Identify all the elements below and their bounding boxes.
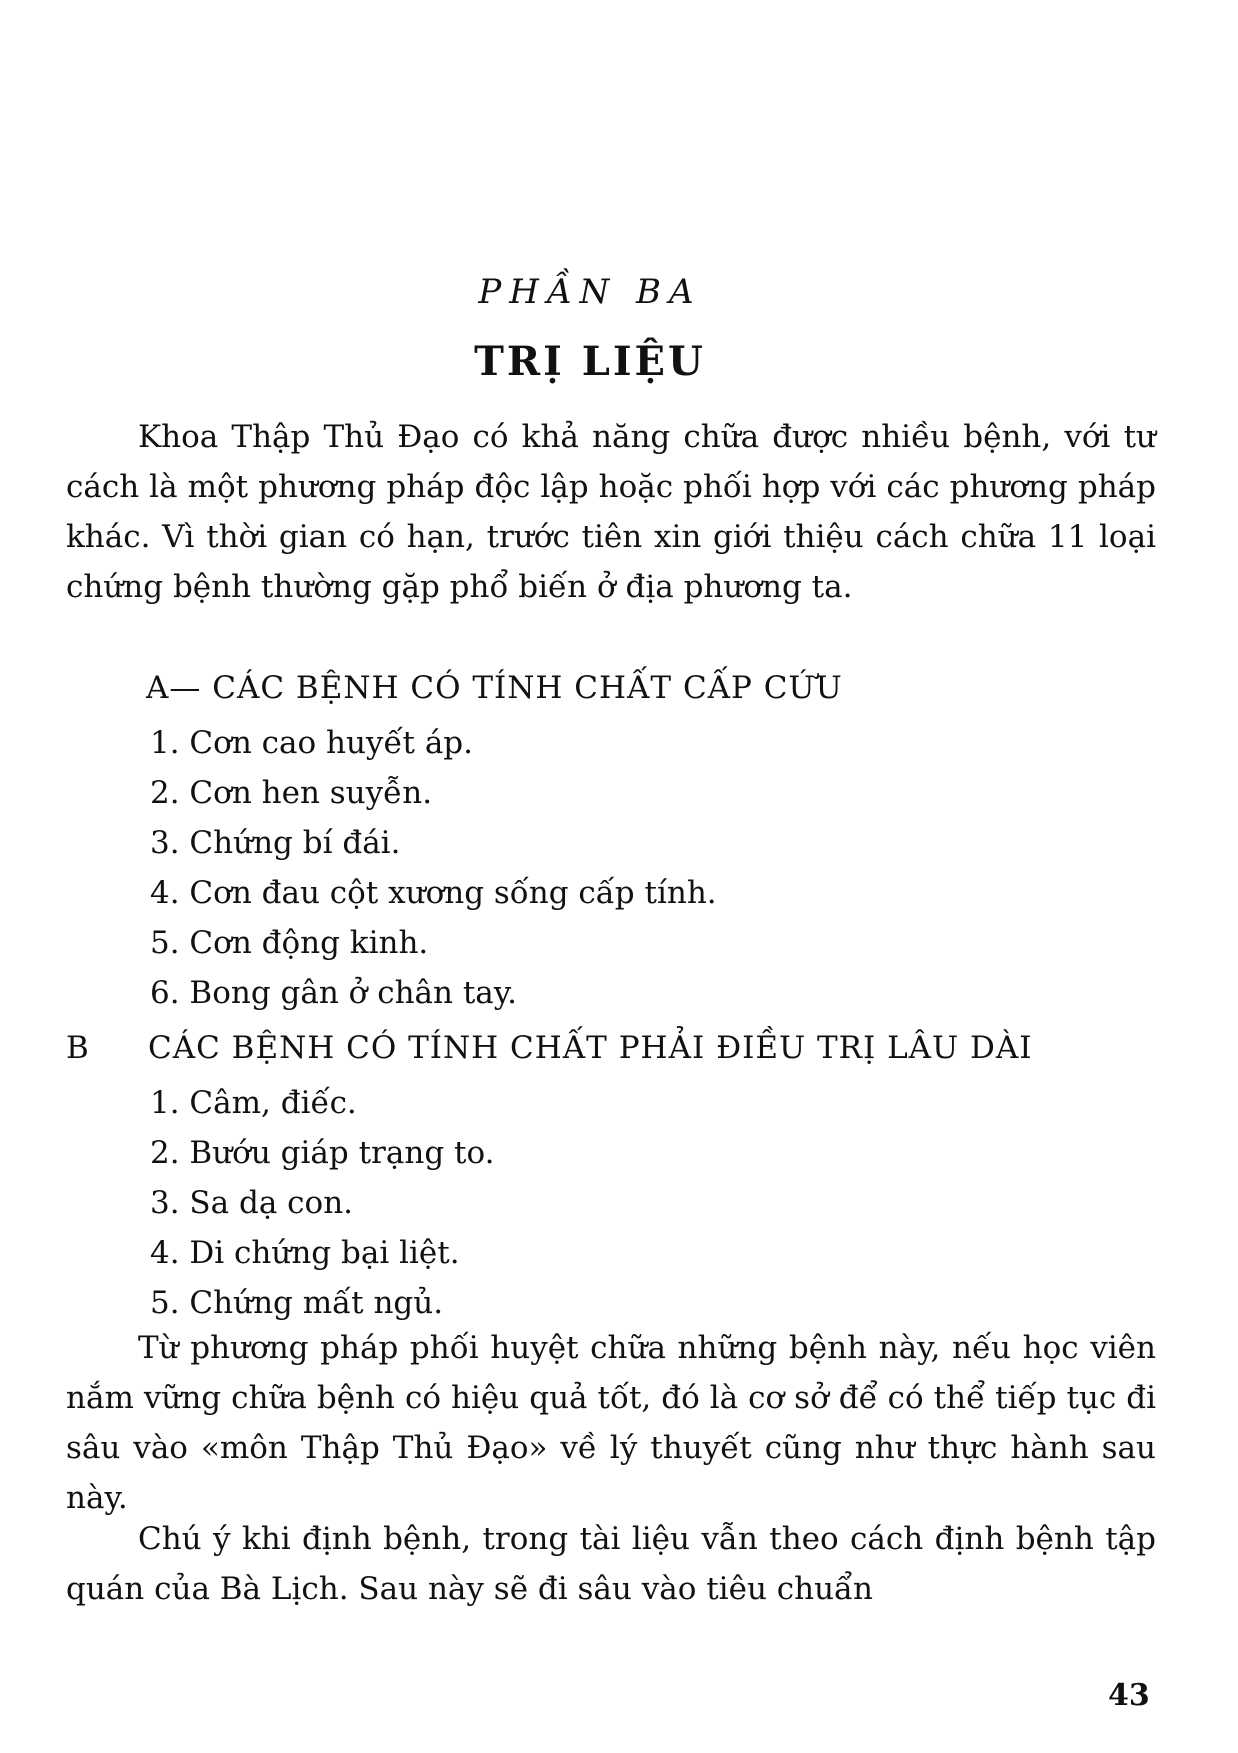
section-a-list [150, 718, 717, 1018]
page-number: 43 [1108, 1678, 1150, 1713]
section-b-heading [66, 1030, 1033, 1066]
list-item: 3. Chứng bí đái. [150, 825, 401, 861]
section-a-heading: A— CÁC BỆNH CÓ TÍNH CHẤT CẤP CỨU [146, 670, 843, 706]
list-item: 5. Cơn động kinh. [150, 925, 429, 961]
list-item: 6. Bong gân ở chân tay. [150, 975, 518, 1011]
list-item: 1. Cơn cao huyết áp. [150, 725, 474, 761]
list-item: 1. Câm, điếc. [150, 1085, 357, 1121]
list-item: 3. Sa dạ con. [150, 1185, 354, 1221]
list-item: 4. Cơn đau cột xương sống cấp tính. [150, 875, 717, 911]
list-item: 2. Bướu giáp trạng to. [150, 1135, 495, 1171]
section-b-list [150, 1078, 494, 1328]
chapter-title: TRỊ LIỆU [474, 338, 706, 385]
list-item: 2. Cơn hen suyễn. [150, 775, 433, 811]
paragraph-3: Chú ý khi định bệnh, trong tài liệu vẫn theo cách định bệnh tập quán của Bà Lịch. Sau này sẽ đi sâu vào tiêu chuẩn [66, 1521, 1156, 1607]
intro-paragraph: Khoa Thập Thủ Đạo có khả năng chữa được nhiều bệnh, với tư cách là một phương pháp độc lập hoặc phối hợp với các phương pháp khác. Vì thời gian có hạn, trước tiên xin giới thiệu cách chữa 11 loại chứng bệnh thường gặp phổ biến ở địa phương ta. [66, 419, 1156, 605]
paragraph-2: Từ phương pháp phối huyệt chữa những bệnh này, nếu học viên nắm vững chữa bệnh có hiệu quả tốt, đó là cơ sở để có thể tiếp tục đi sâu vào «môn Thập Thủ Đạo» về lý thuyết cũng như thực hành sau này. [66, 1330, 1156, 1516]
section-b-letter: B [66, 1030, 90, 1066]
list-item: 5. Chứng mất ngủ. [150, 1285, 444, 1321]
section-b-title: CÁC BỆNH CÓ TÍNH CHẤT PHẢI ĐIỀU TRỊ LÂU DÀI [148, 1030, 1033, 1066]
list-item: 4. Di chứng bại liệt. [150, 1235, 460, 1271]
part-label: PHẦN BA [478, 272, 702, 312]
